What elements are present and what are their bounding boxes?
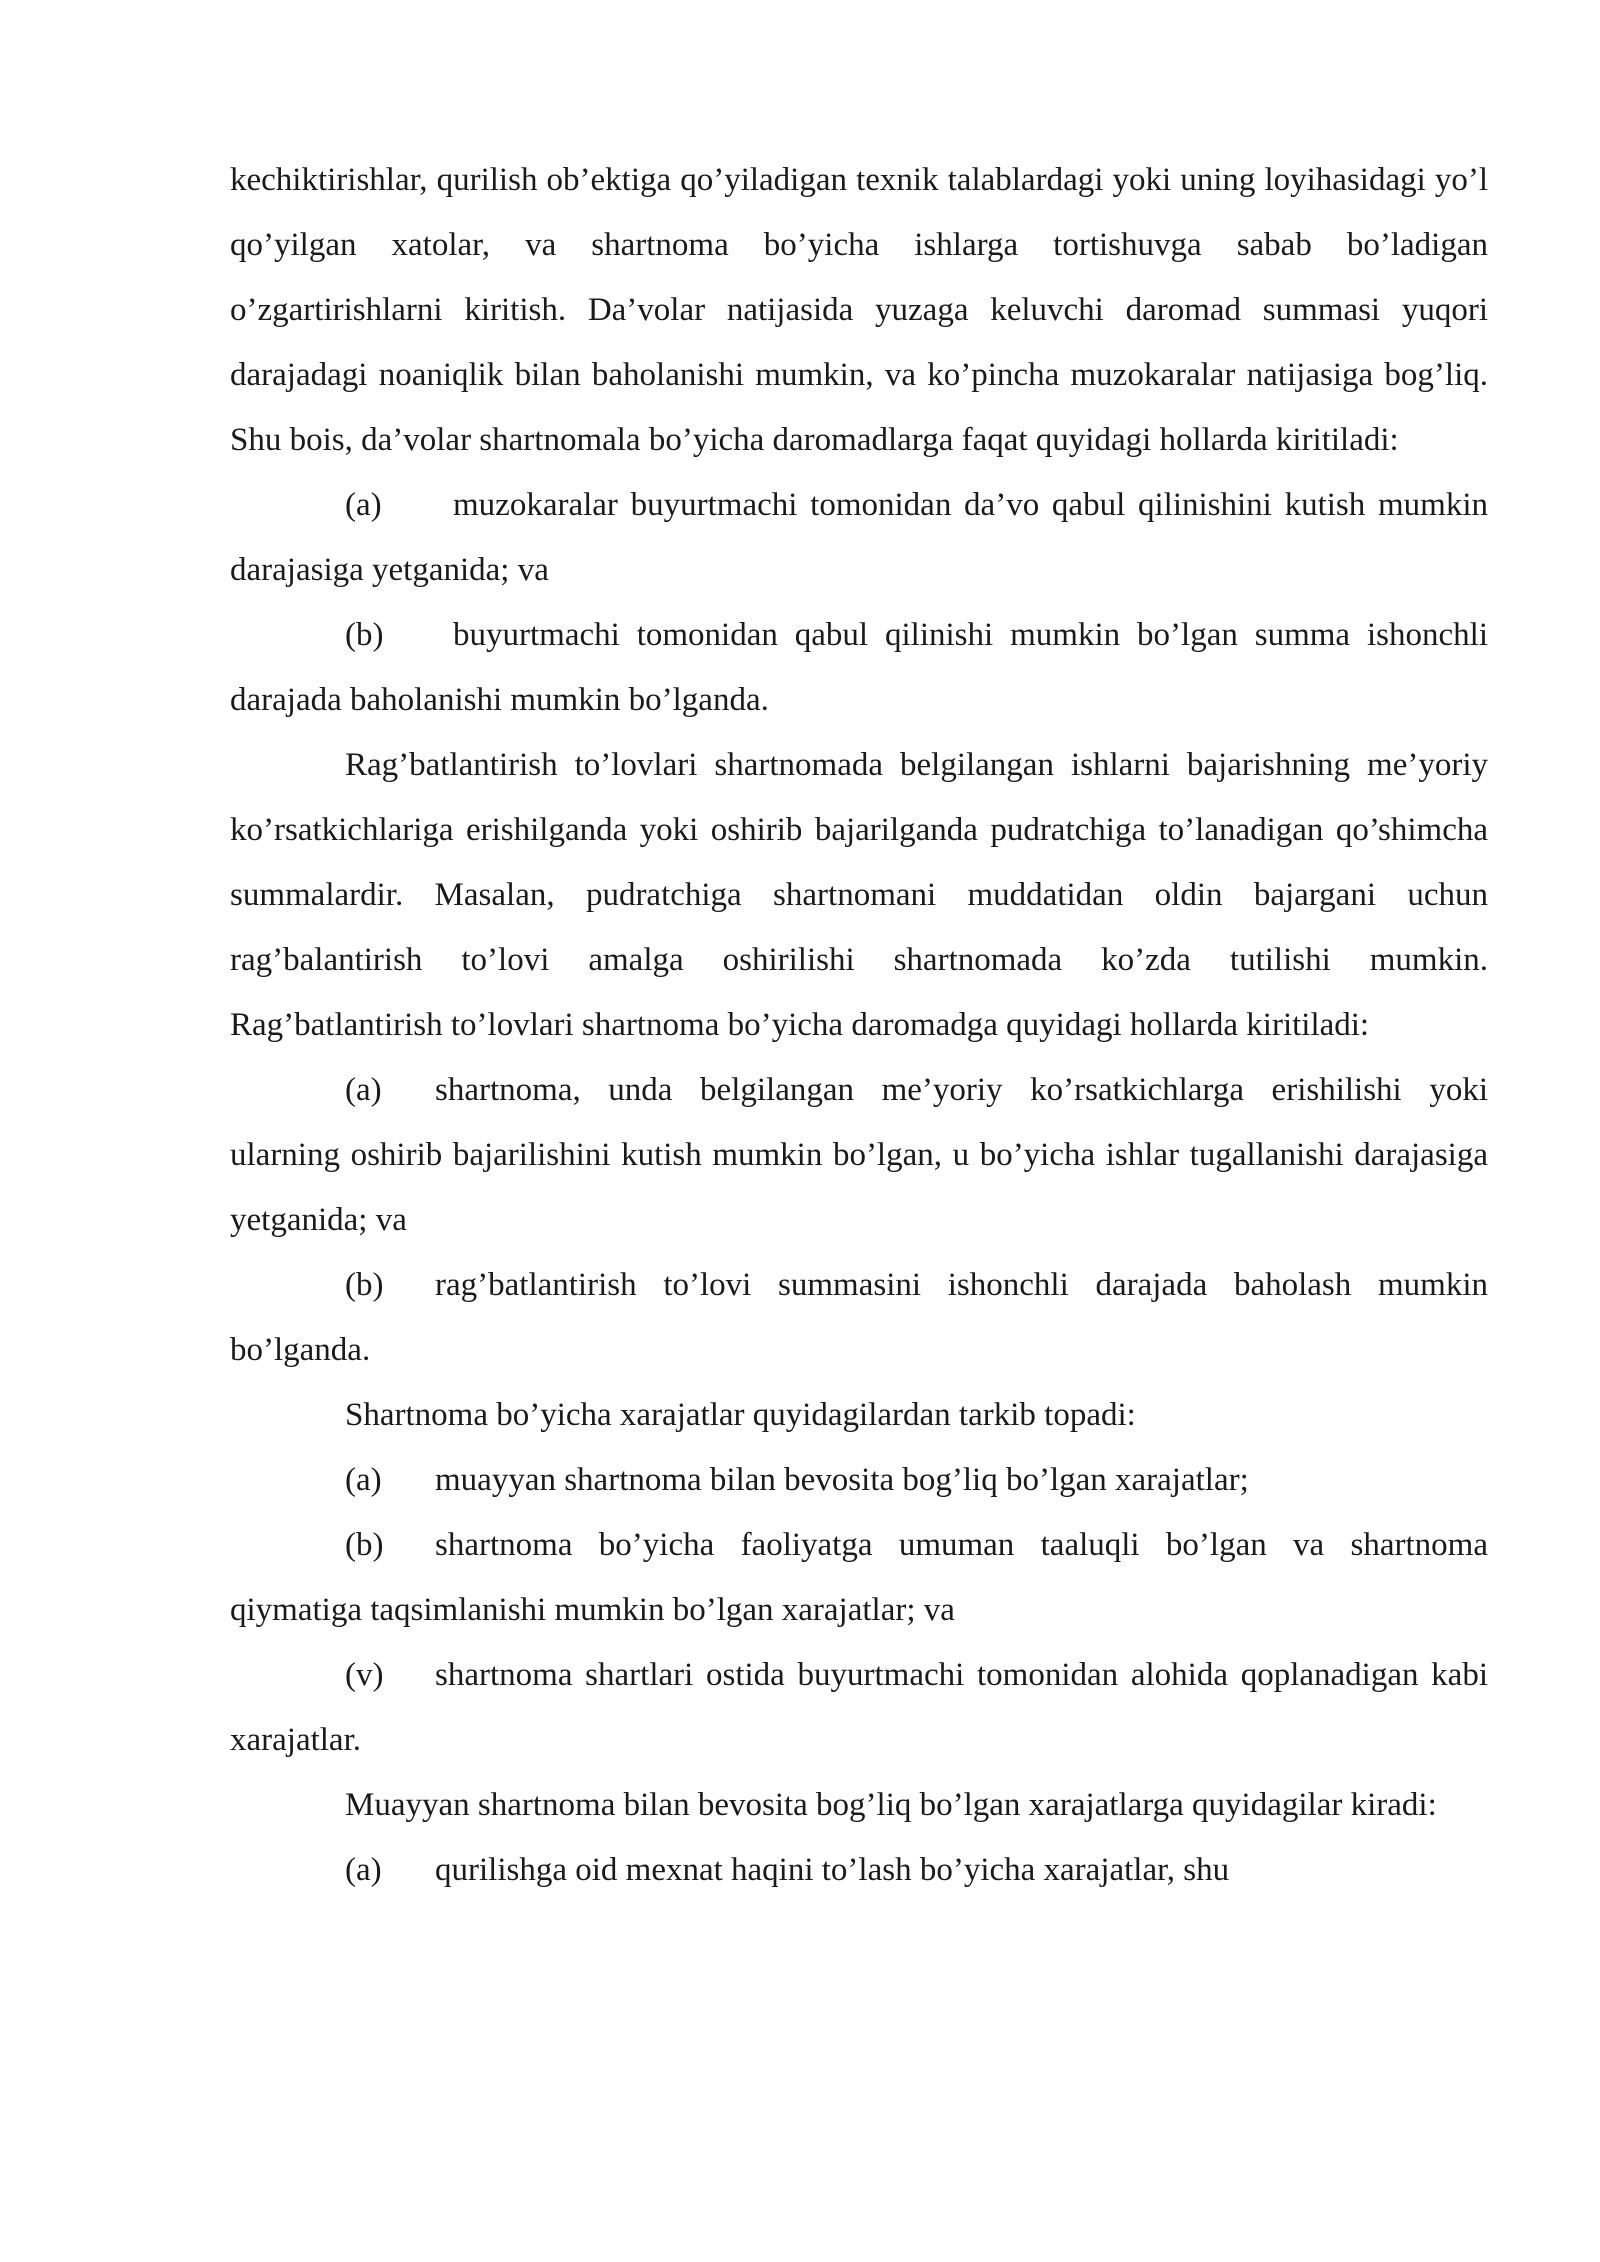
list-item-text: muayyan shartnoma bilan bevosita bog’liq bo’lgan xarajatlar; xyxy=(435,1462,1249,1498)
list-item xyxy=(230,1448,1488,1513)
list-marker: (v) xyxy=(345,1657,384,1693)
list-marker: (b) xyxy=(345,617,384,653)
list-item-text: qurilishga oid mexnat haqini to’lash bo’yicha xarajatlar, shu xyxy=(435,1852,1230,1888)
list-marker: (a) xyxy=(345,1072,382,1108)
list-item-text: rag’batlantirish to’lovi summasini ishonchli darajada baholash mumkin bo’lganda. xyxy=(230,1267,1488,1368)
list-item xyxy=(230,603,1488,733)
list-marker: (a) xyxy=(345,1462,382,1498)
paragraph-incentive-payments: Rag’batlantirish to’lovlari shartnomada belgilangan ishlarni bajarishning me’yoriy ko’rsatkichlariga erishilganda yoki oshirib bajarilganda pudratchiga to’lanadigan qo’shimcha summalardir. Masalan, pudratchiga shartnomani muddatidan oldin bajargani uchun rag’balantirish to’lovi amalga oshirilishi shartnomada ko’zda tutilishi mumkin. Rag’batlantirish to’lovlari shartnoma bo’yicha daromadga quyidagi hollarda kiritiladi: xyxy=(230,747,1488,1043)
list-item xyxy=(230,1253,1488,1383)
list-item xyxy=(230,473,1488,603)
list-item xyxy=(230,1643,1488,1773)
paragraph-contract-costs: Shartnoma bo’yicha xarajatlar quyidagilardan tarkib topadi: xyxy=(345,1397,1136,1433)
list-item-text: shartnoma, unda belgilangan me’yoriy ko’rsatkichlarga erishilishi yoki ularning oshirib bajarilishini kutish mumkin bo’lgan, u bo’yicha ishlar tugallanishi darajasiga yetganida; va xyxy=(230,1072,1488,1238)
list-marker: (a) xyxy=(345,1852,382,1888)
list-item xyxy=(230,1513,1488,1643)
list-item xyxy=(230,1058,1488,1253)
paragraph-claims: kechiktirishlar, qurilish ob’ektiga qo’yiladigan texnik talablardagi yoki uning loyihasidagi yo’l qo’yilgan xatolar, va shartnoma bo’yicha ishlarga tortishuvga sabab bo’ladigan o’zgartirishlarni kiritish. Da’volar natijasida yuzaga keluvchi daromad summasi yuqori darajadagi noaniqlik bilan baholanishi mumkin, va ko’pincha muzokaralar natijasiga bog’liq. Shu bois, da’volar shartnomala bo’yicha daromadlarga faqat quyidagi hollarda kiritiladi: xyxy=(230,162,1488,458)
list-item-text: buyurtmachi tomonidan qabul qilinishi mumkin bo’lgan summa ishonchli darajada baholanishi mumkin bo’lganda. xyxy=(230,617,1488,718)
list-marker: (b) xyxy=(345,1527,384,1563)
list-item-text: shartnoma bo’yicha faoliyatga umuman taaluqli bo’lgan va shartnoma qiymatiga taqsimlanishi mumkin bo’lgan xarajatlar; va xyxy=(230,1527,1488,1628)
list-item xyxy=(230,1838,1488,1903)
list-item-text: muzokaralar buyurtmachi tomonidan da’vo qabul qilinishini kutish mumkin darajasiga yetganida; va xyxy=(230,487,1488,588)
list-marker: (b) xyxy=(345,1267,384,1303)
paragraph-direct-costs: Muayyan shartnoma bilan bevosita bog’liq bo’lgan xarajatlarga quyidagilar kiradi: xyxy=(345,1787,1437,1823)
list-marker: (a) xyxy=(345,487,382,523)
document-page xyxy=(230,148,1488,1903)
list-item-text: shartnoma shartlari ostida buyurtmachi tomonidan alohida qoplanadigan kabi xarajatlar. xyxy=(230,1657,1488,1758)
